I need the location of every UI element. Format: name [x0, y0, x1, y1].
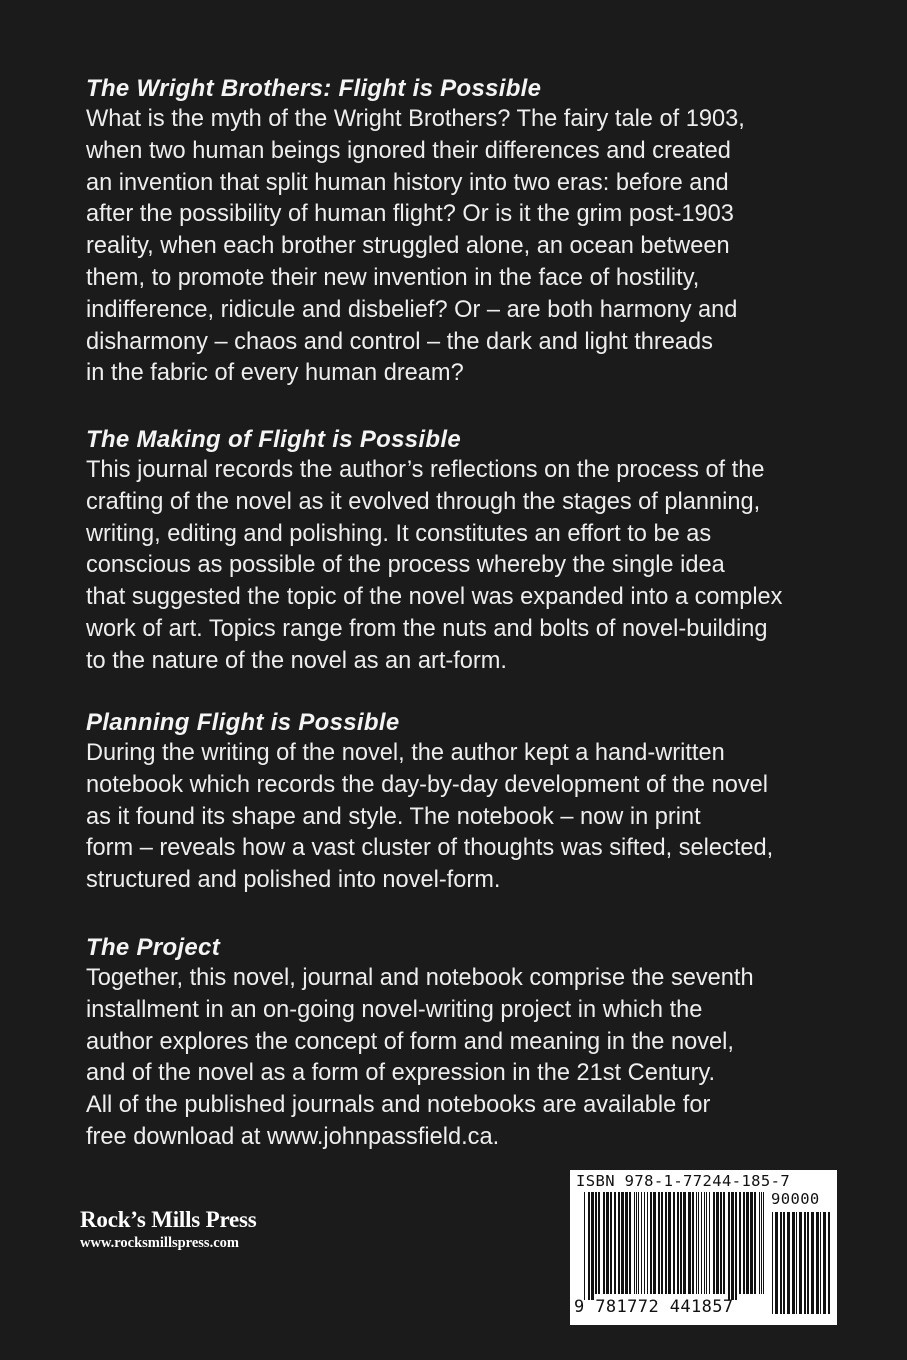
body-line: During the writing of the novel, the author kept a hand-written [86, 740, 725, 766]
barcode-bar [636, 1192, 637, 1294]
body-line: and of the novel as a form of expression in the 21st Century. [86, 1060, 716, 1087]
barcode-addon-bar [828, 1212, 830, 1314]
body-line: an invention that split human history into two eras: before and [86, 169, 729, 196]
barcode-bar [606, 1192, 609, 1294]
section-body [86, 104, 846, 390]
section-making-of [86, 425, 846, 678]
barcode-bar [728, 1192, 730, 1300]
barcode-bar [650, 1192, 652, 1294]
barcode-bar [661, 1192, 663, 1294]
ean-digits: 9 781772 441857 [574, 1297, 734, 1317]
body-line: indifference, ridicule and disbelief? Or – are both harmony and [86, 296, 738, 323]
body-line: All of the published journals and notebooks are available for [86, 1092, 711, 1119]
barcode-bar [629, 1192, 631, 1294]
body-line: author explores the concept of form and meaning in the novel, [86, 1028, 734, 1055]
barcode-addon-bar [772, 1212, 773, 1314]
publisher-logo [80, 1207, 257, 1253]
barcode-bar [692, 1192, 694, 1294]
barcode-addon-bar [807, 1212, 809, 1314]
section-body [86, 738, 846, 897]
barcode-addon-bar [787, 1212, 790, 1314]
barcode-bar [739, 1192, 741, 1294]
barcode-bar [647, 1192, 648, 1294]
barcode-bar [680, 1192, 682, 1294]
barcode-bar [746, 1192, 749, 1294]
body-line: when two human beings ignored their differences and created [86, 137, 731, 164]
section-title: Planning Flight is Possible [86, 709, 400, 736]
body-line: What is the myth of the Wright Brothers? The fairy tale of 1903, [86, 106, 745, 132]
section-body [86, 963, 846, 1154]
barcode-bar [716, 1192, 719, 1294]
barcode-bar [750, 1192, 753, 1294]
barcode-bar [644, 1192, 645, 1294]
barcode-bar [704, 1192, 705, 1294]
barcode-bar [696, 1192, 697, 1294]
body-line: installment in an on-going novel-writing project in which the [86, 996, 703, 1023]
body-line: free download at www.johnpassfield.ca. [86, 1123, 500, 1150]
isbn-barcode [570, 1170, 837, 1325]
barcode-bar [621, 1192, 624, 1294]
barcode-bar [673, 1192, 675, 1294]
barcode-addon-bar [811, 1212, 814, 1314]
body-line: that suggested the topic of the novel was expanded into a complex [86, 584, 783, 611]
barcode-addon-bar [823, 1212, 826, 1314]
barcode-bar [713, 1192, 715, 1294]
body-line: reality, when each brother struggled alone, an ocean between [86, 233, 730, 260]
body-line: crafting of the novel as it evolved through the stages of planning, [86, 488, 761, 515]
body-line: writing, editing and polishing. It constitutes an effort to be as [86, 520, 712, 547]
barcode-addon-bar [804, 1212, 806, 1314]
barcode-bar [603, 1192, 605, 1294]
publisher-url: www.rocksmillspress.com [80, 1235, 239, 1251]
barcode-bar [641, 1192, 642, 1294]
barcode-bar [595, 1192, 597, 1294]
body-line: This journal records the author’s reflections on the process of the [86, 457, 765, 483]
section-wright-brothers [86, 74, 846, 390]
body-line: after the possibility of human flight? Or is it the grim post-1903 [86, 201, 734, 228]
barcode-bar [588, 1192, 590, 1300]
barcode-bar [658, 1192, 660, 1294]
barcode-addon-bar [780, 1212, 782, 1314]
barcode-bar [754, 1192, 756, 1294]
body-line: to the nature of the novel as an art-form. [86, 647, 507, 674]
body-line: form – reveals how a vast cluster of thoughts was sifted, selected, [86, 835, 774, 862]
barcode-bar [723, 1192, 725, 1294]
barcode-bar [761, 1192, 762, 1294]
barcode-bar [706, 1192, 707, 1294]
body-line: notebook which records the day-by-day development of the novel [86, 771, 769, 798]
barcode-addon-number: 90000 [771, 1190, 820, 1208]
section-title: The Project [86, 934, 220, 961]
body-line: structured and polished into novel-form. [86, 867, 501, 894]
barcode-bar [677, 1192, 679, 1294]
body-line: them, to promote their new invention in the face of hostility, [86, 264, 700, 291]
body-line: Together, this novel, journal and notebook comprise the seventh [86, 965, 754, 991]
barcode-bar [614, 1192, 616, 1294]
publisher-name: Rock’s Mills Press [80, 1207, 257, 1232]
barcode-bar [709, 1192, 710, 1294]
barcode-bar [688, 1192, 691, 1294]
section-body [86, 455, 846, 678]
barcode-bar [763, 1192, 764, 1294]
body-line: work of art. Topics range from the nuts and bolts of novel-building [86, 615, 768, 642]
barcode-bar [731, 1192, 734, 1300]
barcode-addon-bar [820, 1212, 821, 1314]
barcode-addon-bar [816, 1212, 819, 1314]
section-title: The Wright Brothers: Flight is Possible [86, 75, 542, 102]
barcode-bar [598, 1192, 600, 1294]
section-title: The Making of Flight is Possible [86, 426, 461, 453]
body-line: disharmony – chaos and control – the dark and light threads [86, 328, 713, 355]
section-project [86, 933, 846, 1154]
barcode-bar [668, 1192, 671, 1294]
barcode-addon-bar [799, 1212, 802, 1314]
barcode-bar [698, 1192, 699, 1294]
barcode-addon-bar [792, 1212, 795, 1314]
barcode-bar [665, 1192, 667, 1294]
barcode-addon-bar [796, 1212, 797, 1314]
barcode-bar [634, 1192, 635, 1294]
barcode-bar [683, 1192, 686, 1294]
barcode-bar [610, 1192, 612, 1294]
barcode-bar [591, 1192, 594, 1300]
body-line: as it found its shape and style. The notebook – now in print [86, 803, 701, 830]
barcode-bar [653, 1192, 656, 1294]
barcode-addon-bar [783, 1212, 785, 1314]
section-planning [86, 708, 846, 897]
barcode-bar [743, 1192, 745, 1294]
isbn-number: ISBN 978-1-77244-185-7 [576, 1172, 791, 1190]
barcode-bar [638, 1192, 639, 1294]
barcode-bar [625, 1192, 628, 1294]
body-line: in the fabric of every human dream? [86, 360, 464, 387]
barcode-bar [584, 1192, 585, 1300]
barcode-bar [759, 1192, 760, 1294]
barcode-bar [618, 1192, 620, 1294]
barcode-addon-bar [775, 1212, 778, 1314]
barcode-bar [720, 1192, 722, 1294]
barcode-bar [735, 1192, 737, 1300]
body-line: conscious as possible of the process whereby the single idea [86, 552, 725, 579]
barcode-bar [701, 1192, 702, 1294]
